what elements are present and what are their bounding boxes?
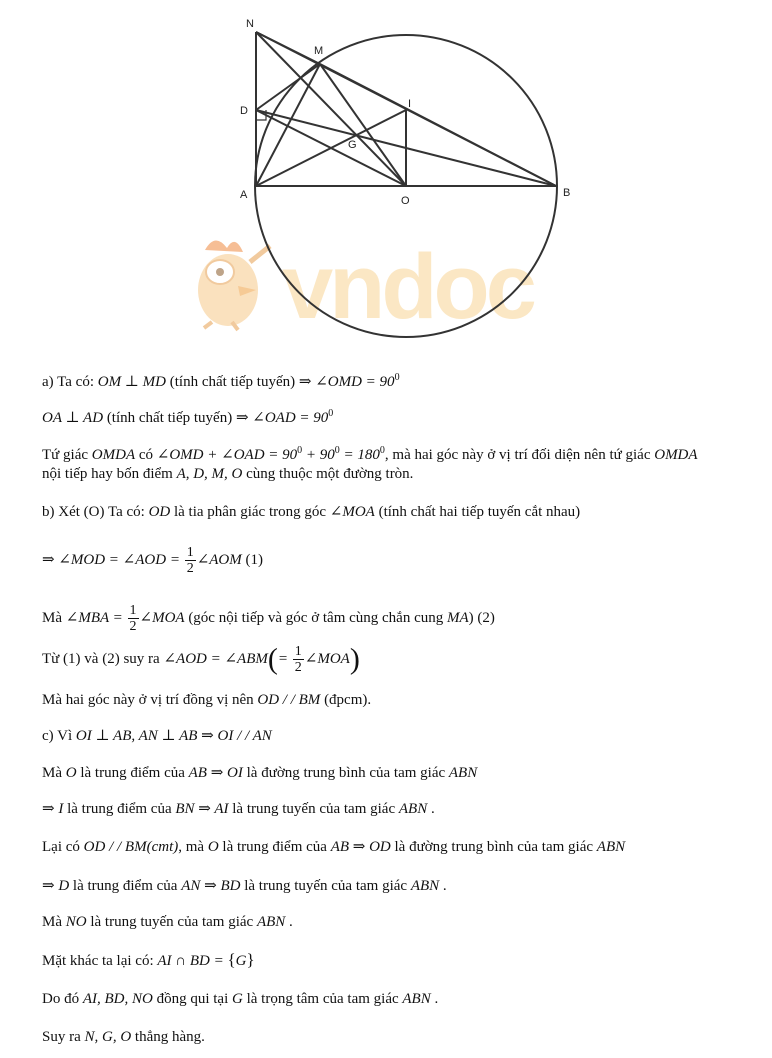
- segment-mo: [320, 64, 406, 186]
- label-m: M: [314, 45, 324, 57]
- part-c-line-7: Mặt khác ta lại có: AI ∩ BD = {G}: [42, 950, 255, 969]
- geometry-figure: [0, 0, 772, 345]
- part-b-line-1: b) Xét (O) Ta có: OD là tia phân giác trong góc ∠MOA (tính chất hai tiếp tuyến cắt nhau): [42, 504, 581, 520]
- part-a-line-3: Tứ giác OMDA có ∠OMD + ∠OAD = $90^0 + 90^0 = 180^0$, mà hai góc này ở vị trí đối diện nên tứ giác OMDA: [42, 445, 698, 463]
- part-b-line-3: Mà ∠MBA = $\frac{1}{2}$ ∠MOA (góc nội tiếp và góc ở tâm cùng chắn cung MA) (2): [42, 603, 495, 634]
- part-b-line-2: ⇒ ∠MOD = ∠AOD = $\frac{1}{2}$ ∠AOM (1): [42, 545, 263, 576]
- part-a-line-2: OA ⊥ AD (tính chất tiếp tuyến) ⇒ ∠OAD = $90^0$: [42, 408, 334, 426]
- part-c-line-4: Lại có OD / / BM(cmt), mà O là trung điểm của AB ⇒ OD là đường trung bình của tam giác ABN: [42, 839, 626, 855]
- part-c-line-6: Mà NO là trung tuyến của tam giác ABN .: [42, 914, 293, 930]
- label-i: I: [408, 98, 412, 110]
- label-o: O: [401, 195, 410, 207]
- part-c-line-2: Mà O là trung điểm của AB ⇒ OI là đường trung bình của tam giác ABN: [42, 765, 478, 781]
- label-a: A: [240, 189, 248, 201]
- part-b-line-4: Từ (1) và (2) suy ra ∠AOD = ∠ABM(= $\frac{1}{2}$ ∠MOA): [42, 642, 360, 676]
- label-n: N: [246, 18, 254, 30]
- label-b: B: [563, 187, 571, 199]
- label-g: G: [348, 139, 357, 151]
- label-d: D: [240, 105, 248, 117]
- part-a-line-4: nội tiếp hay bốn điểm A, D, M, O cùng thuộc một đường tròn.: [42, 466, 414, 482]
- part-c-line-1: c) Vì OI ⊥ AB, AN ⊥ AB ⇒ OI / / AN: [42, 728, 272, 744]
- part-c-line-8: Do đó AI, BD, NO đồng qui tại G là trọng tâm của tam giác ABN .: [42, 991, 439, 1007]
- chicken-mascot-icon: [198, 240, 270, 330]
- part-c-line-9: Suy ra N, G, O thẳng hàng.: [42, 1029, 205, 1045]
- segment-am: [256, 64, 320, 186]
- part-b-line-5: Mà hai góc này ở vị trí đồng vị nên OD / / BM (đpcm).: [42, 692, 372, 708]
- figure-segments: [256, 32, 556, 186]
- part-c-line-3: ⇒ I là trung điểm của BN ⇒ AI là trung tuyến của tam giác ABN .: [42, 801, 435, 817]
- part-c-line-5: ⇒ D là trung điểm của AN ⇒ BD là trung tuyến của tam giác ABN .: [42, 878, 447, 894]
- watermark-text: vndoc: [282, 236, 533, 338]
- part-a-line-1: a) Ta có: OM ⊥ MD (tính chất tiếp tuyến) ⇒ ∠OMD = $90^0$: [42, 372, 400, 390]
- vndoc-watermark: [198, 236, 535, 338]
